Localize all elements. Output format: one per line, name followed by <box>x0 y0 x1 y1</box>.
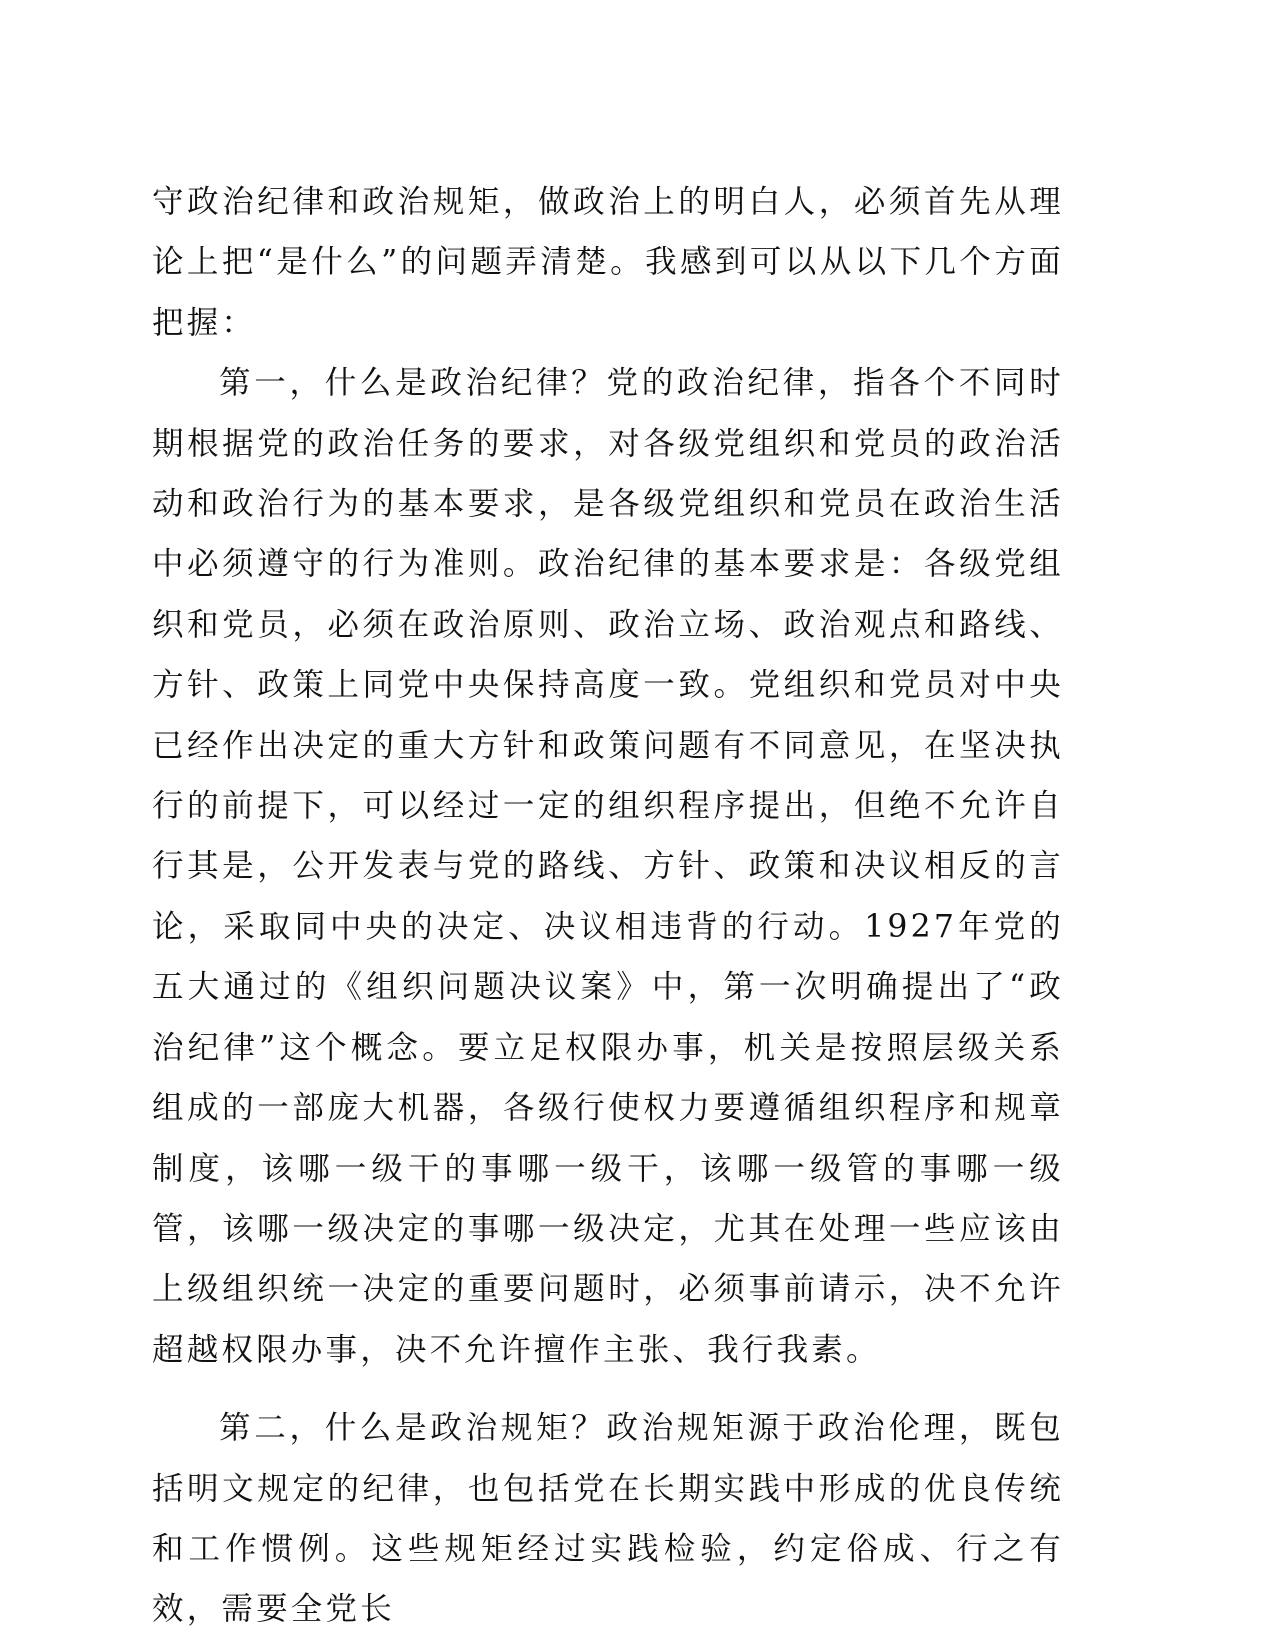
paragraph-intro: 守政治纪律和政治规矩，做政治上的明白人，必须首先从理论上把“是什么”的问题弄清楚。我感到可以从以下几个方面把握： <box>152 184 1064 341</box>
paragraph-point-two: 第二，什么是政治规矩？政治规矩源于政治伦理，既包括明文规定的纪律，也包括党在长期实践中形成的优良传统和工作惯例。这些规矩经过实践检验，约定俗成、行之有效，需要全党长 <box>152 1410 1064 1628</box>
document-body <box>152 172 1064 1640</box>
paragraph-point-one: 第一，什么是政治纪律？党的政治纪律，指各个不同时期根据党的政治任务的要求，对各级党组织和党员的政治活动和政治行为的基本要求，是各级党组织和党员在政治生活中必须遵守的行为准则。政治纪律的基本要求是：各级党组织和党员，必须在政治原则、政治立场、政治观点和路线、方针、政策上同党中央保持高度一致。党组织和党员对中央已经作出决定的重大方针和政策问题有不同意见，在坚决执行的前提下，可以经过一定的组织程序提出，但绝不允许自行其是，公开发表与党的路线、方针、政策和决议相反的言论，采取同中央的决定、决议相违背的行动。1927年党的五大通过的《组织问题决议案》中，第一次明确提出了“政治纪律”这个概念。要立足权限办事，机关是按照层级关系组成的一部庞大机器，各级行使权力要遵循组织程序和规章制度，该哪一级干的事哪一级干，该哪一级管的事哪一级管，该哪一级决定的事哪一级决定，尤其在处理一些应该由上级组织统一决定的重要问题时，必须事前请示，决不允许超越权限办事，决不允许擅作主张、我行我素。 <box>152 365 1064 1368</box>
